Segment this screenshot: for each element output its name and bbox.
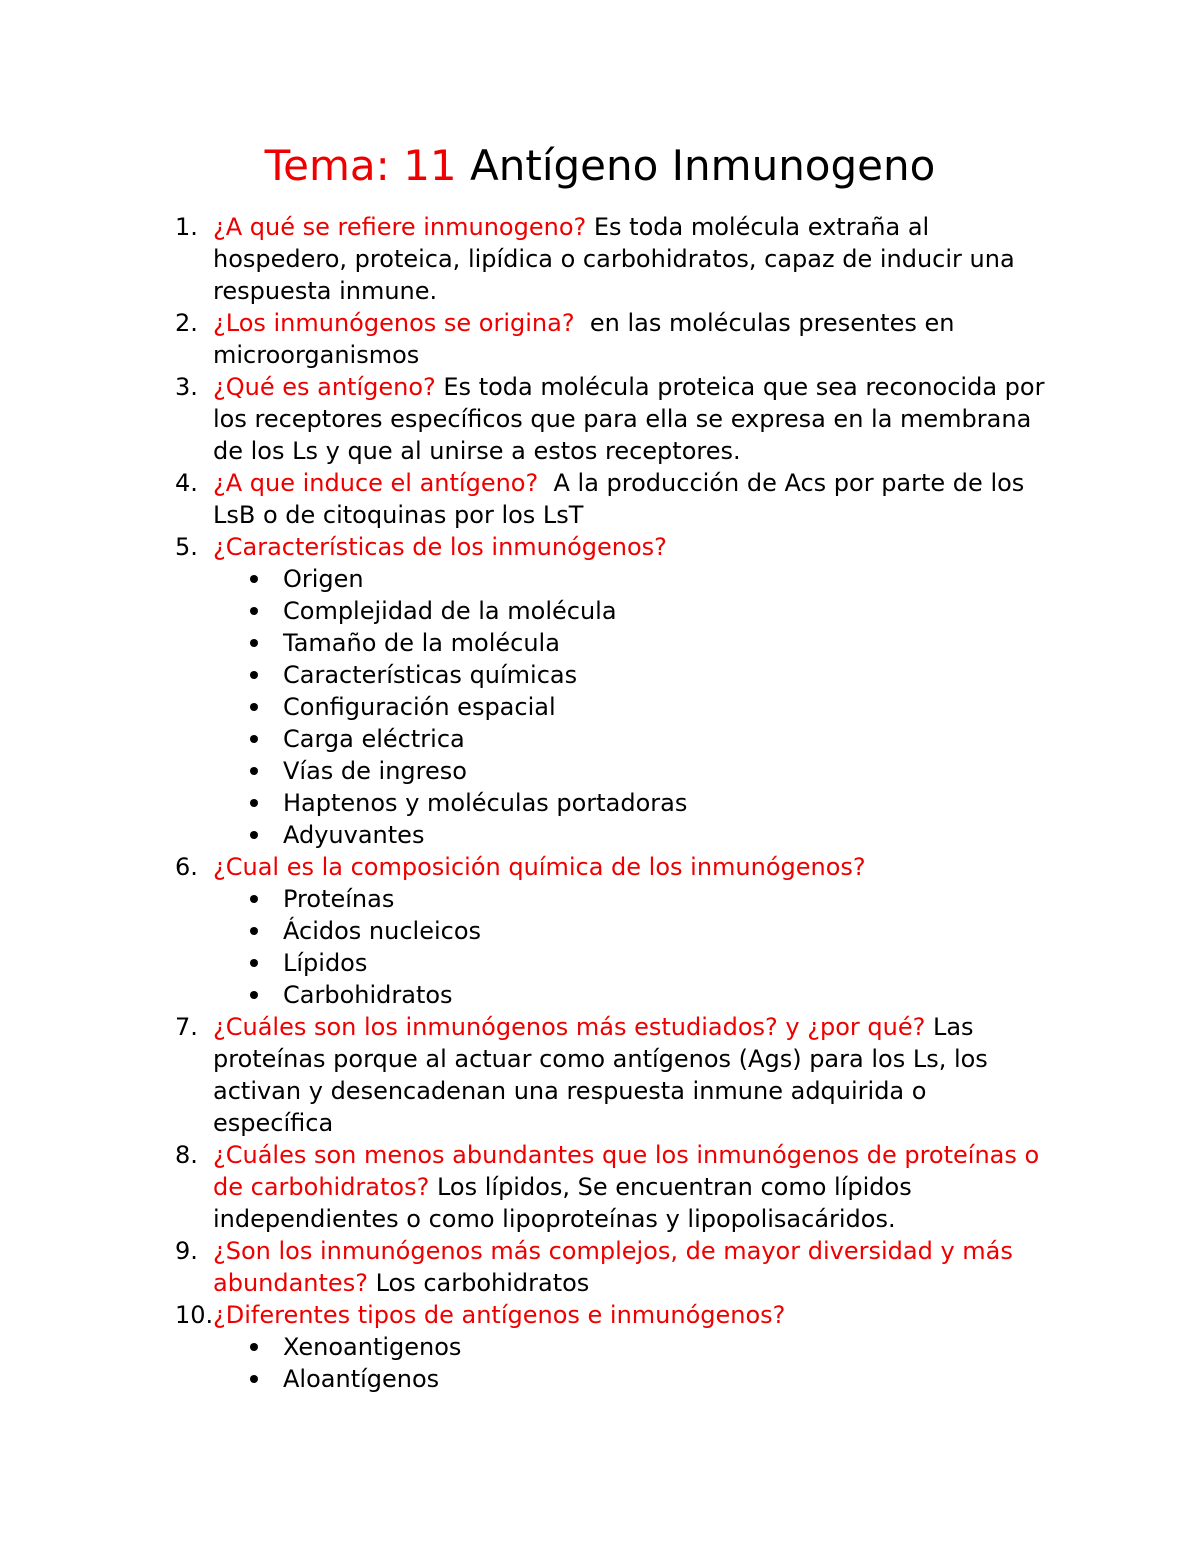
question: ¿Características de los inmunógenos? xyxy=(213,533,667,561)
bullet-text: Tamaño de la molécula xyxy=(283,629,560,657)
bullet-item xyxy=(213,787,1050,819)
answer: en las moléculas presentes en microorganismos xyxy=(213,309,963,369)
question-number: 2. xyxy=(175,309,198,337)
bullet-dot-icon xyxy=(250,1375,258,1383)
question-item xyxy=(0,1235,1200,1299)
bullet-text: Aloantígenos xyxy=(283,1365,440,1393)
page-title xyxy=(0,138,1200,194)
bullet-item xyxy=(213,947,1050,979)
question: ¿A qué se refiere inmunogeno? xyxy=(213,213,587,241)
bullet-item xyxy=(213,563,1050,595)
bullet-item xyxy=(213,755,1050,787)
question-item xyxy=(0,1011,1200,1139)
bullet-dot-icon xyxy=(250,895,258,903)
bullet-text: Adyuvantes xyxy=(283,821,425,849)
question: ¿Diferentes tipos de antígenos e inmunógenos? xyxy=(213,1301,786,1329)
bullet-dot-icon xyxy=(250,575,258,583)
question-text xyxy=(213,1299,1050,1331)
bullet-dot-icon xyxy=(250,927,258,935)
question-text xyxy=(213,1011,1050,1139)
question: ¿Cuáles son los inmunógenos más estudiados? y ¿por qué? xyxy=(213,1013,926,1041)
bullet-text: Carbohidratos xyxy=(283,981,453,1009)
answer: Es toda molécula extraña al hospedero, proteica, lipídica o carbohidratos, capaz de inducir una respuesta inmune. xyxy=(213,213,1023,305)
question-text xyxy=(213,211,1050,307)
answer: A la producción de Acs por parte de los LsB o de citoquinas por los LsT xyxy=(213,469,1032,529)
bullet-item xyxy=(213,723,1050,755)
question: ¿Cuáles son menos abundantes que los inmunógenos de proteínas o de carbohidratos? xyxy=(213,1141,1040,1201)
bullet-dot-icon xyxy=(250,991,258,999)
bullet-list xyxy=(213,883,1050,1011)
question-text xyxy=(213,851,1050,883)
bullet-dot-icon xyxy=(250,799,258,807)
answer: Es toda molécula proteica que sea reconocida por los receptores específicos que para ella se expresa en la membrana de los Ls y que al unirse a estos receptores. xyxy=(213,373,1053,465)
bullet-text: Ácidos nucleicos xyxy=(283,917,482,945)
question: ¿Qué es antígeno? xyxy=(213,373,436,401)
question-number: 5. xyxy=(175,533,198,561)
question-item xyxy=(0,211,1200,307)
answer: Los carbohidratos xyxy=(367,1269,590,1297)
question-text xyxy=(213,307,1050,371)
bullet-text: Complejidad de la molécula xyxy=(283,597,617,625)
question-number: 7. xyxy=(175,1013,198,1041)
question-number: 3. xyxy=(175,373,198,401)
bullet-dot-icon xyxy=(250,831,258,839)
bullet-item xyxy=(213,627,1050,659)
question-item xyxy=(0,851,1200,1011)
bullet-dot-icon xyxy=(250,767,258,775)
question: ¿Cual es la composición química de los inmunógenos? xyxy=(213,853,866,881)
bullet-item xyxy=(213,659,1050,691)
bullet-dot-icon xyxy=(250,703,258,711)
bullet-dot-icon xyxy=(250,607,258,615)
bullet-text: Características químicas xyxy=(283,661,578,689)
question-item xyxy=(0,307,1200,371)
question-text xyxy=(213,1235,1050,1299)
answer: Las proteínas porque al actuar como antígenos (Ags) para los Ls, los activan y desencadenan una respuesta inmune adquirida o específica xyxy=(213,1013,996,1137)
question-item xyxy=(0,1139,1200,1235)
title-text: Antígeno Inmunogeno xyxy=(470,141,936,190)
question-list xyxy=(0,211,1200,1395)
bullet-text: Proteínas xyxy=(283,885,395,913)
question-item xyxy=(0,531,1200,851)
question: ¿Son los inmunógenos más complejos, de mayor diversidad y más abundantes? xyxy=(213,1237,1013,1297)
question-text xyxy=(213,467,1050,531)
bullet-item xyxy=(213,915,1050,947)
question-number: 6. xyxy=(175,853,198,881)
bullet-dot-icon xyxy=(250,1343,258,1351)
bullet-item xyxy=(213,1363,1050,1395)
question-item xyxy=(0,467,1200,531)
bullet-text: Haptenos y moléculas portadoras xyxy=(283,789,688,817)
bullet-dot-icon xyxy=(250,639,258,647)
question-number: 9. xyxy=(175,1237,198,1265)
bullet-text: Configuración espacial xyxy=(283,693,556,721)
bullet-item xyxy=(213,819,1050,851)
title-label: Tema: xyxy=(264,141,390,190)
bullet-text: Lípidos xyxy=(283,949,368,977)
question-number: 10. xyxy=(175,1301,214,1329)
bullet-item xyxy=(213,883,1050,915)
question-item xyxy=(0,371,1200,467)
title-number: 11 xyxy=(403,141,457,190)
answer: Los lípidos, Se encuentran como lípidos independientes o como lipoproteínas y lipopolisacáridos. xyxy=(213,1173,920,1233)
bullet-item xyxy=(213,691,1050,723)
bullet-list xyxy=(213,1331,1050,1395)
question: ¿A que induce el antígeno? xyxy=(213,469,539,497)
question-number: 4. xyxy=(175,469,198,497)
question: ¿Los inmunógenos se origina? xyxy=(213,309,575,337)
question-text xyxy=(213,1139,1050,1235)
bullet-item xyxy=(213,595,1050,627)
bullet-text: Vías de ingreso xyxy=(283,757,467,785)
bullet-item xyxy=(213,979,1050,1011)
bullet-text: Xenoantigenos xyxy=(283,1333,462,1361)
bullet-text: Origen xyxy=(283,565,364,593)
question-number: 1. xyxy=(175,213,198,241)
bullet-dot-icon xyxy=(250,959,258,967)
bullet-list xyxy=(213,563,1050,851)
question-number: 8. xyxy=(175,1141,198,1169)
bullet-dot-icon xyxy=(250,735,258,743)
question-text xyxy=(213,371,1053,467)
bullet-dot-icon xyxy=(250,671,258,679)
bullet-item xyxy=(213,1331,1050,1363)
question-item xyxy=(0,1299,1200,1395)
bullet-text: Carga eléctrica xyxy=(283,725,465,753)
question-text xyxy=(213,531,1050,563)
